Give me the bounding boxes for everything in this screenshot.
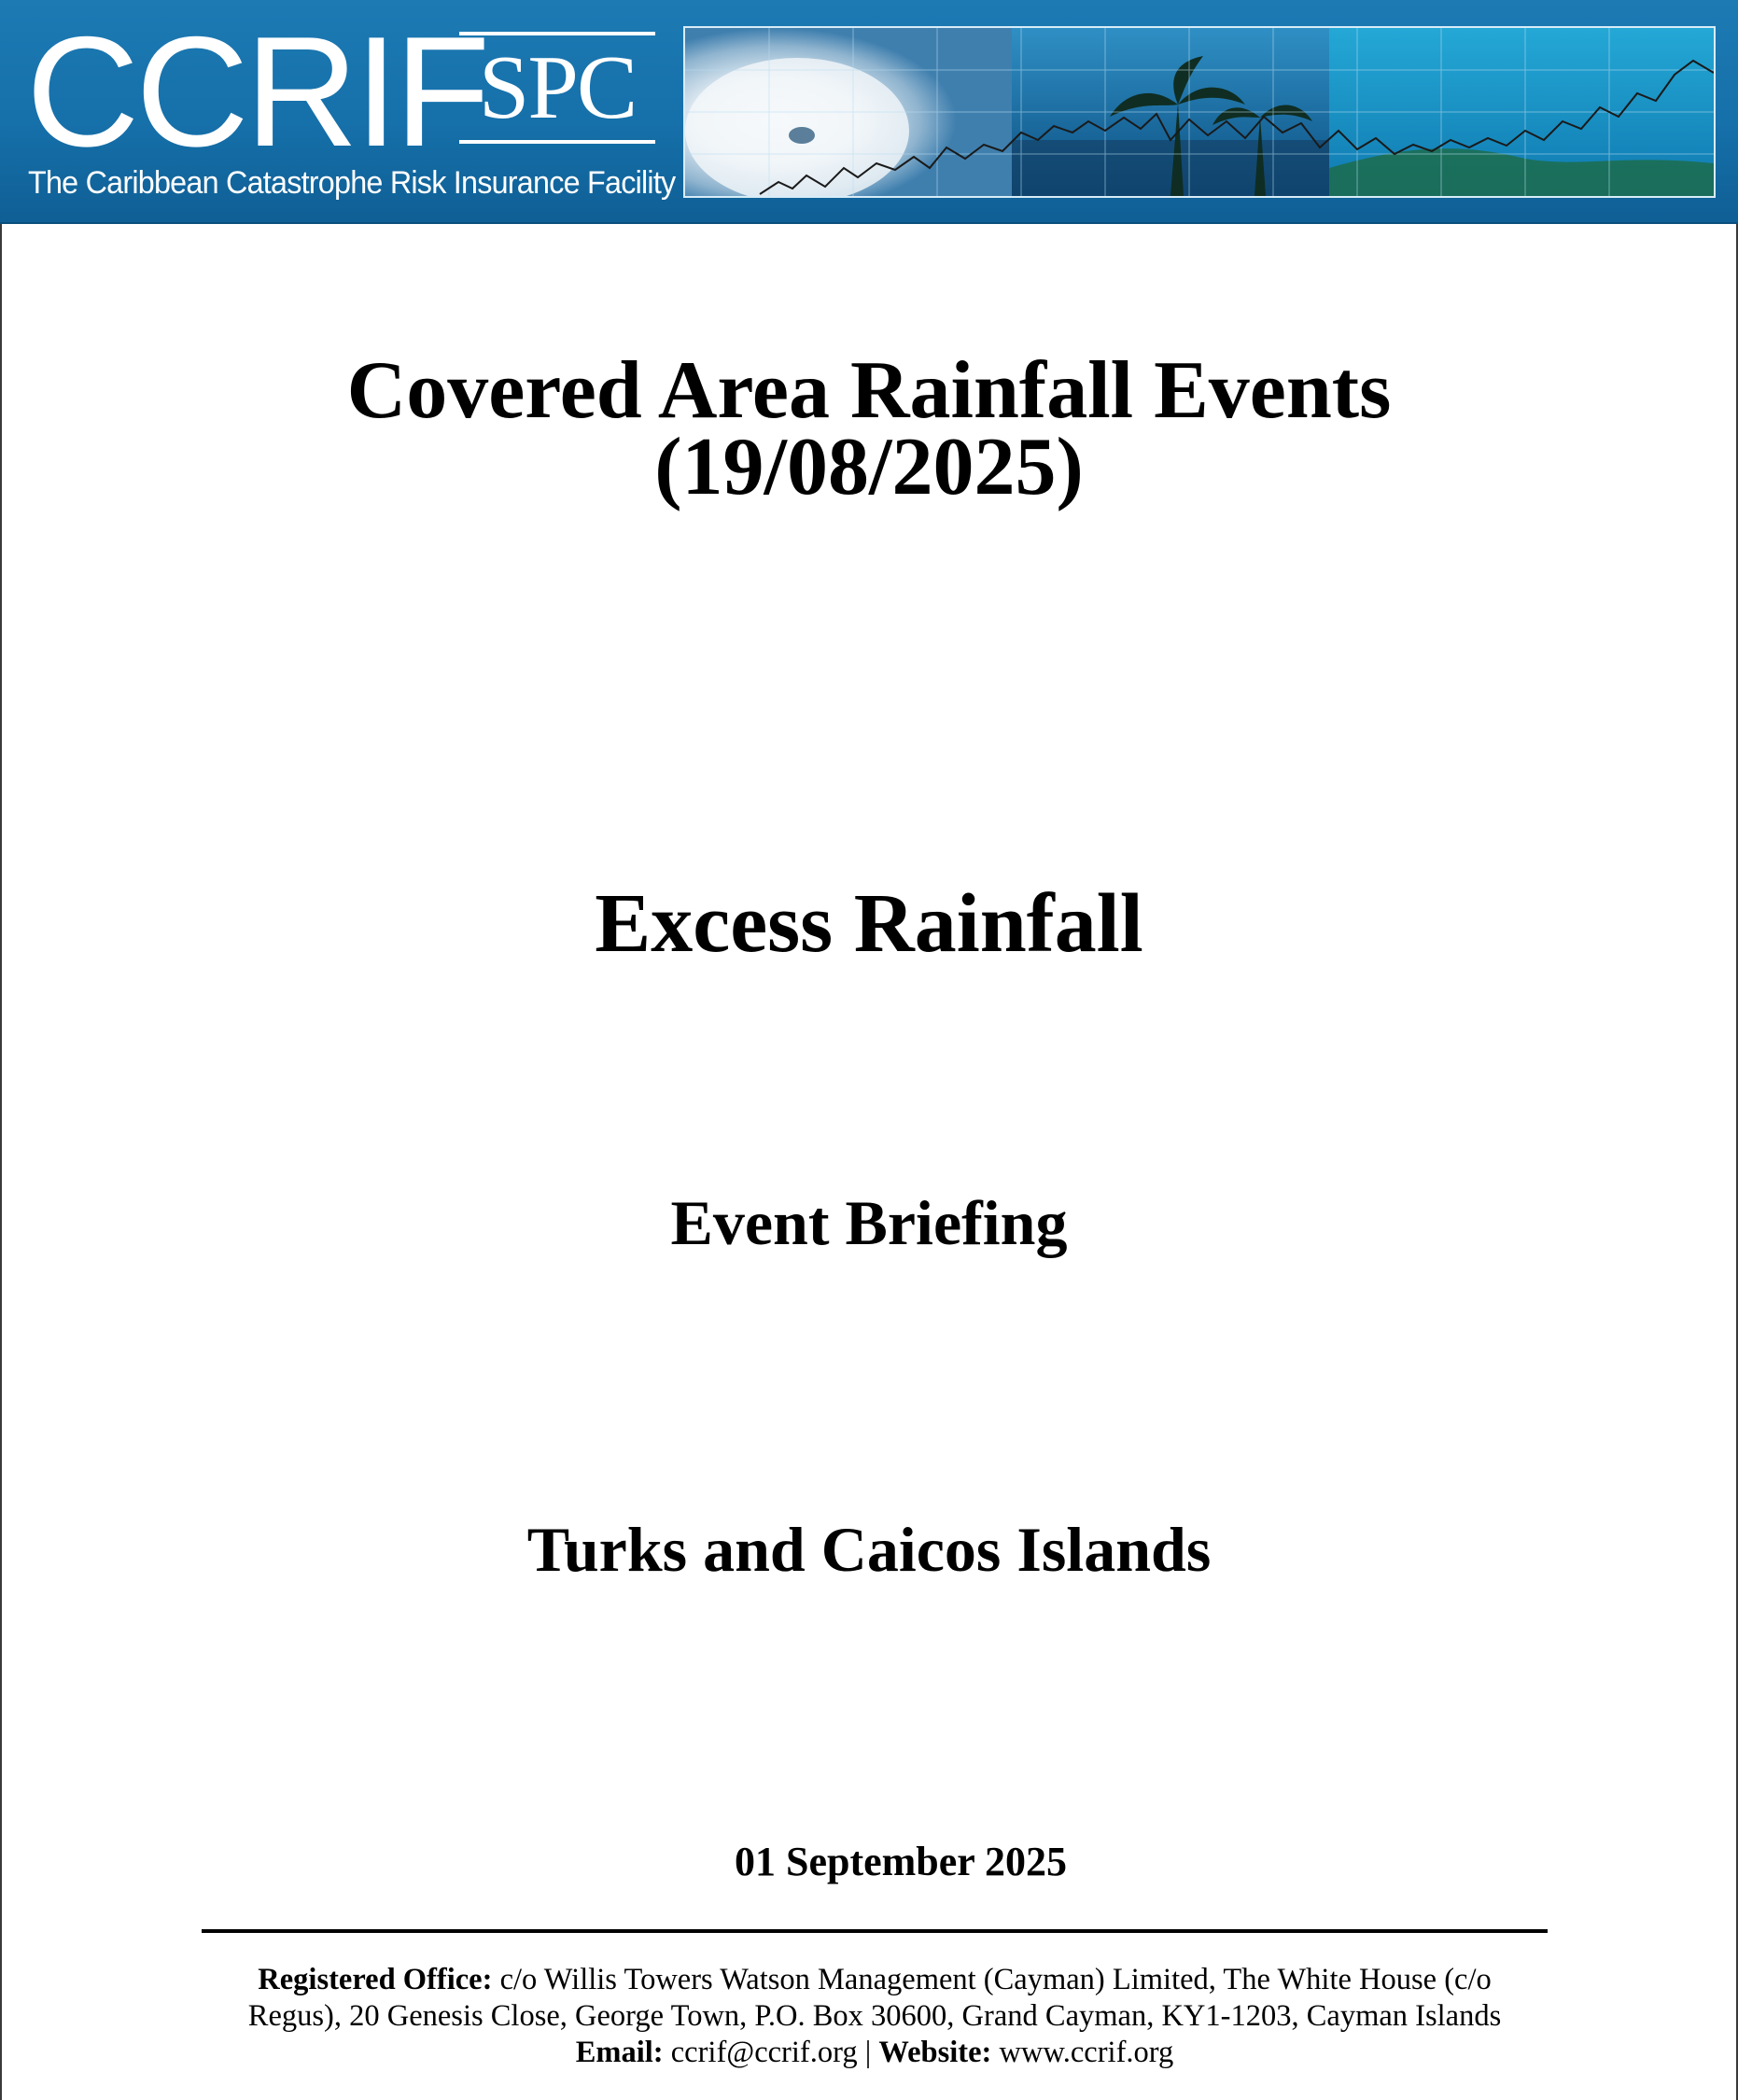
header-banner xyxy=(0,0,1738,224)
logo-tagline: The Caribbean Catastrophe Risk Insurance Facility xyxy=(28,165,676,201)
spc-logo: SPC xyxy=(459,32,655,144)
title-line-1: Covered Area Rainfall Events xyxy=(346,345,1392,436)
peril-heading: Excess Rainfall xyxy=(595,877,1143,970)
email-link[interactable]: ccrif@ccrif.org xyxy=(663,2036,858,2069)
ccrif-logo: CCRIF xyxy=(26,4,487,179)
office-address-line-1: c/o Willis Towers Watson Management (Cayman) Limited, The White House (c/o xyxy=(492,1963,1492,1996)
document-title xyxy=(0,345,1738,512)
title-line-2: (19/08/2025) xyxy=(654,422,1084,512)
office-label: Registered Office: xyxy=(258,1963,493,1996)
report-date: 01 September 2025 xyxy=(734,1839,1068,1884)
footer-registered-office xyxy=(187,1962,1563,2071)
footer-line-1 xyxy=(187,1962,1563,1998)
footer-divider xyxy=(202,1929,1548,1933)
country-heading: Turks and Caicos Islands xyxy=(526,1514,1212,1585)
page-border-left xyxy=(0,0,2,2100)
website-link[interactable]: www.ccrif.org xyxy=(991,2036,1174,2069)
contact-separator: | xyxy=(857,2036,879,2069)
weather-photo-strip-icon xyxy=(683,26,1716,198)
email-label: Email: xyxy=(575,2036,664,2069)
website-label: Website: xyxy=(878,2036,992,2069)
office-address-line-2: Regus), 20 Genesis Close, George Town, P.O. Box 30600, Grand Cayman, KY1-1203, Cayman Islands xyxy=(247,1999,1502,2033)
footer-contact-line xyxy=(187,2035,1563,2071)
report-type-heading: Event Briefing xyxy=(670,1187,1068,1258)
